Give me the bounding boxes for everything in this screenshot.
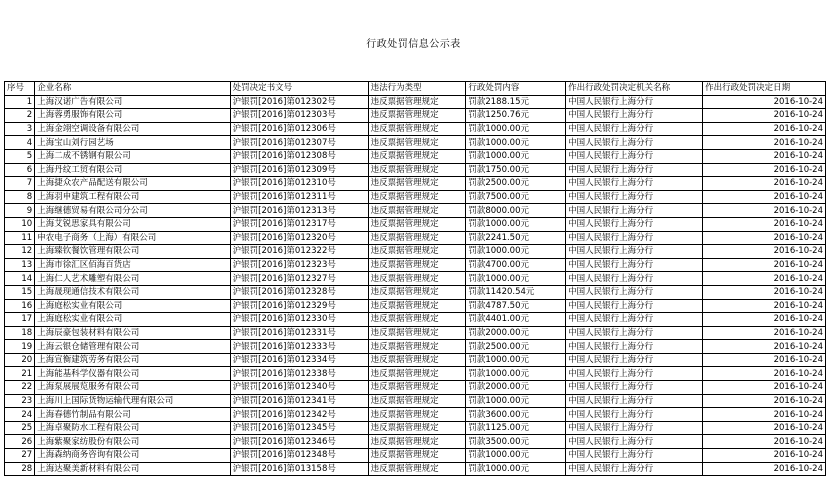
cell-violation-type: 违反票据管理规定 bbox=[368, 231, 466, 245]
cell-penalty: 罚款8000.00元 bbox=[466, 204, 566, 218]
cell-date: 2016-10-24 bbox=[703, 163, 826, 177]
cell-penalty: 罚款4787.50元 bbox=[466, 299, 566, 313]
cell-violation-type: 违反票据管理规定 bbox=[368, 204, 466, 218]
cell-doc-number: 沪银罚[2016]第012310号 bbox=[230, 177, 368, 191]
cell-violation-type: 违反票据管理规定 bbox=[368, 353, 466, 367]
cell-penalty: 罚款1000.00元 bbox=[466, 217, 566, 231]
cell-penalty: 罚款2188.15元 bbox=[466, 95, 566, 109]
cell-company: 上海春德竹制品有限公司 bbox=[35, 408, 230, 422]
cell-violation-type: 违反票据管理规定 bbox=[368, 136, 466, 150]
table-row bbox=[5, 217, 826, 231]
cell-doc-number: 沪银罚[2016]第012306号 bbox=[230, 122, 368, 136]
cell-authority: 中国人民银行上海分行 bbox=[566, 408, 703, 422]
cell-no: 5 bbox=[5, 149, 35, 163]
cell-company: 上海臻钦餐饮管理有限公司 bbox=[35, 245, 230, 259]
table-row bbox=[5, 435, 826, 449]
cell-violation-type: 违反票据管理规定 bbox=[368, 177, 466, 191]
cell-authority: 中国人民银行上海分行 bbox=[566, 109, 703, 123]
cell-violation-type: 违反票据管理规定 bbox=[368, 326, 466, 340]
cell-date: 2016-10-24 bbox=[703, 449, 826, 463]
column-header-company: 企业名称 bbox=[35, 82, 230, 96]
cell-date: 2016-10-24 bbox=[703, 353, 826, 367]
cell-company: 上海泵展展览服务有限公司 bbox=[35, 381, 230, 395]
cell-authority: 中国人民银行上海分行 bbox=[566, 353, 703, 367]
cell-company: 上海艾锐思家具有限公司 bbox=[35, 217, 230, 231]
cell-violation-type: 违反票据管理规定 bbox=[368, 381, 466, 395]
cell-company: 上海二成不锈钢有限公司 bbox=[35, 149, 230, 163]
cell-company: 上海辰豪包装材料有限公司 bbox=[35, 326, 230, 340]
cell-date: 2016-10-24 bbox=[703, 326, 826, 340]
table-row bbox=[5, 190, 826, 204]
cell-penalty: 罚款1250.76元 bbox=[466, 109, 566, 123]
table-row bbox=[5, 394, 826, 408]
cell-no: 8 bbox=[5, 190, 35, 204]
cell-authority: 中国人民银行上海分行 bbox=[566, 190, 703, 204]
cell-penalty: 罚款1000.00元 bbox=[466, 122, 566, 136]
cell-no: 7 bbox=[5, 177, 35, 191]
cell-authority: 中国人民银行上海分行 bbox=[566, 231, 703, 245]
cell-no: 27 bbox=[5, 449, 35, 463]
cell-violation-type: 违反票据管理规定 bbox=[368, 190, 466, 204]
cell-doc-number: 沪银罚[2016]第012328号 bbox=[230, 285, 368, 299]
table-row bbox=[5, 462, 826, 476]
cell-no: 9 bbox=[5, 204, 35, 218]
cell-doc-number: 沪银罚[2016]第012322号 bbox=[230, 245, 368, 259]
column-header-authority: 作出行政处罚决定机关名称 bbox=[566, 82, 703, 96]
cell-no: 2 bbox=[5, 109, 35, 123]
cell-date: 2016-10-24 bbox=[703, 109, 826, 123]
cell-doc-number: 沪银罚[2016]第012311号 bbox=[230, 190, 368, 204]
cell-doc-number: 沪银罚[2016]第012346号 bbox=[230, 435, 368, 449]
cell-authority: 中国人民银行上海分行 bbox=[566, 326, 703, 340]
cell-date: 2016-10-24 bbox=[703, 272, 826, 286]
cell-violation-type: 违反票据管理规定 bbox=[368, 258, 466, 272]
cell-doc-number: 沪银罚[2016]第012334号 bbox=[230, 353, 368, 367]
table-row bbox=[5, 109, 826, 123]
column-header-doc-number: 处罚决定书文号 bbox=[230, 82, 368, 96]
cell-date: 2016-10-24 bbox=[703, 217, 826, 231]
table-row bbox=[5, 122, 826, 136]
cell-date: 2016-10-24 bbox=[703, 381, 826, 395]
table-row bbox=[5, 285, 826, 299]
table-row bbox=[5, 299, 826, 313]
table-row bbox=[5, 258, 826, 272]
cell-no: 20 bbox=[5, 353, 35, 367]
cell-violation-type: 违反票据管理规定 bbox=[368, 462, 466, 476]
cell-no: 26 bbox=[5, 435, 35, 449]
cell-authority: 中国人民银行上海分行 bbox=[566, 217, 703, 231]
cell-authority: 中国人民银行上海分行 bbox=[566, 245, 703, 259]
cell-doc-number: 沪银罚[2016]第012345号 bbox=[230, 421, 368, 435]
cell-penalty: 罚款7500.00元 bbox=[466, 190, 566, 204]
cell-violation-type: 违反票据管理规定 bbox=[368, 109, 466, 123]
cell-violation-type: 违反票据管理规定 bbox=[368, 122, 466, 136]
cell-violation-type: 违反票据管理规定 bbox=[368, 394, 466, 408]
cell-date: 2016-10-24 bbox=[703, 313, 826, 327]
cell-penalty: 罚款11420.54元 bbox=[466, 285, 566, 299]
cell-date: 2016-10-24 bbox=[703, 177, 826, 191]
cell-company: 上海宣衡建筑劳务有限公司 bbox=[35, 353, 230, 367]
cell-date: 2016-10-24 bbox=[703, 204, 826, 218]
cell-no: 19 bbox=[5, 340, 35, 354]
cell-penalty: 罚款4401.00元 bbox=[466, 313, 566, 327]
table-row bbox=[5, 313, 826, 327]
cell-violation-type: 违反票据管理规定 bbox=[368, 435, 466, 449]
table-row bbox=[5, 408, 826, 422]
cell-penalty: 罚款3500.00元 bbox=[466, 435, 566, 449]
cell-penalty: 罚款2000.00元 bbox=[466, 381, 566, 395]
cell-penalty: 罚款2500.00元 bbox=[466, 340, 566, 354]
cell-authority: 中国人民银行上海分行 bbox=[566, 177, 703, 191]
cell-penalty: 罚款1000.00元 bbox=[466, 394, 566, 408]
cell-doc-number: 沪银罚[2016]第012302号 bbox=[230, 95, 368, 109]
cell-violation-type: 违反票据管理规定 bbox=[368, 421, 466, 435]
cell-company: 上海能基科学仪器有限公司 bbox=[35, 367, 230, 381]
cell-authority: 中国人民银行上海分行 bbox=[566, 421, 703, 435]
cell-doc-number: 沪银罚[2016]第012338号 bbox=[230, 367, 368, 381]
cell-doc-number: 沪银罚[2016]第012327号 bbox=[230, 272, 368, 286]
cell-penalty: 罚款1000.00元 bbox=[466, 136, 566, 150]
cell-violation-type: 违反票据管理规定 bbox=[368, 272, 466, 286]
cell-no: 24 bbox=[5, 408, 35, 422]
cell-authority: 中国人民银行上海分行 bbox=[566, 367, 703, 381]
table-row bbox=[5, 381, 826, 395]
cell-penalty: 罚款1000.00元 bbox=[466, 149, 566, 163]
cell-doc-number: 沪银罚[2016]第012329号 bbox=[230, 299, 368, 313]
cell-no: 16 bbox=[5, 299, 35, 313]
cell-authority: 中国人民银行上海分行 bbox=[566, 435, 703, 449]
cell-company: 上海丹纹工贸有限公司 bbox=[35, 163, 230, 177]
table-row bbox=[5, 272, 826, 286]
cell-doc-number: 沪银罚[2016]第012308号 bbox=[230, 149, 368, 163]
cell-no: 3 bbox=[5, 122, 35, 136]
cell-no: 17 bbox=[5, 313, 35, 327]
penalty-table bbox=[4, 81, 826, 476]
cell-doc-number: 沪银罚[2016]第012331号 bbox=[230, 326, 368, 340]
cell-doc-number: 沪银罚[2016]第012341号 bbox=[230, 394, 368, 408]
cell-company: 上海宝山刘行园艺场 bbox=[35, 136, 230, 150]
cell-authority: 中国人民银行上海分行 bbox=[566, 149, 703, 163]
cell-authority: 中国人民银行上海分行 bbox=[566, 136, 703, 150]
cell-no: 14 bbox=[5, 272, 35, 286]
table-row bbox=[5, 245, 826, 259]
table-row bbox=[5, 326, 826, 340]
cell-date: 2016-10-24 bbox=[703, 285, 826, 299]
cell-date: 2016-10-24 bbox=[703, 435, 826, 449]
cell-no: 25 bbox=[5, 421, 35, 435]
cell-authority: 中国人民银行上海分行 bbox=[566, 462, 703, 476]
cell-authority: 中国人民银行上海分行 bbox=[566, 381, 703, 395]
cell-authority: 中国人民银行上海分行 bbox=[566, 340, 703, 354]
cell-no: 22 bbox=[5, 381, 35, 395]
cell-violation-type: 违反票据管理规定 bbox=[368, 163, 466, 177]
cell-company: 上海达聚美新材料有限公司 bbox=[35, 462, 230, 476]
cell-doc-number: 沪银罚[2016]第012323号 bbox=[230, 258, 368, 272]
cell-company: 上海蓉勇服饰有限公司 bbox=[35, 109, 230, 123]
cell-date: 2016-10-24 bbox=[703, 462, 826, 476]
cell-company: 上海庭松实业有限公司 bbox=[35, 313, 230, 327]
cell-no: 15 bbox=[5, 285, 35, 299]
cell-violation-type: 违反票据管理规定 bbox=[368, 340, 466, 354]
table-row bbox=[5, 149, 826, 163]
cell-penalty: 罚款1000.00元 bbox=[466, 353, 566, 367]
cell-penalty: 罚款1000.00元 bbox=[466, 245, 566, 259]
cell-company: 上海庭松实业有限公司 bbox=[35, 299, 230, 313]
cell-authority: 中国人民银行上海分行 bbox=[566, 204, 703, 218]
cell-no: 23 bbox=[5, 394, 35, 408]
cell-company: 上海森纳商务咨询有限公司 bbox=[35, 449, 230, 463]
cell-doc-number: 沪银罚[2016]第012303号 bbox=[230, 109, 368, 123]
cell-company: 上海卓聚防水工程有限公司 bbox=[35, 421, 230, 435]
cell-doc-number: 沪银罚[2016]第012333号 bbox=[230, 340, 368, 354]
cell-authority: 中国人民银行上海分行 bbox=[566, 449, 703, 463]
cell-doc-number: 沪银罚[2016]第012330号 bbox=[230, 313, 368, 327]
cell-date: 2016-10-24 bbox=[703, 421, 826, 435]
cell-doc-number: 沪银罚[2016]第012340号 bbox=[230, 381, 368, 395]
cell-date: 2016-10-24 bbox=[703, 190, 826, 204]
cell-company: 上海晟现通信技术有限公司 bbox=[35, 285, 230, 299]
cell-date: 2016-10-24 bbox=[703, 258, 826, 272]
cell-no: 6 bbox=[5, 163, 35, 177]
cell-authority: 中国人民银行上海分行 bbox=[566, 163, 703, 177]
table-row bbox=[5, 163, 826, 177]
cell-doc-number: 沪银罚[2016]第012348号 bbox=[230, 449, 368, 463]
table-row bbox=[5, 95, 826, 109]
table-row bbox=[5, 367, 826, 381]
cell-date: 2016-10-24 bbox=[703, 299, 826, 313]
column-header-no: 序号 bbox=[5, 82, 35, 96]
cell-no: 12 bbox=[5, 245, 35, 259]
cell-company: 上海川上国际货物运输代理有限公司 bbox=[35, 394, 230, 408]
cell-violation-type: 违反票据管理规定 bbox=[368, 299, 466, 313]
cell-authority: 中国人民银行上海分行 bbox=[566, 313, 703, 327]
cell-company: 上海捷众农产品配送有限公司 bbox=[35, 177, 230, 191]
table-row bbox=[5, 177, 826, 191]
cell-no: 28 bbox=[5, 462, 35, 476]
cell-violation-type: 违反票据管理规定 bbox=[368, 149, 466, 163]
cell-date: 2016-10-24 bbox=[703, 149, 826, 163]
cell-company: 上海紫聚家纺股份有限公司 bbox=[35, 435, 230, 449]
cell-authority: 中国人民银行上海分行 bbox=[566, 95, 703, 109]
table-row bbox=[5, 204, 826, 218]
table-row bbox=[5, 231, 826, 245]
cell-no: 18 bbox=[5, 326, 35, 340]
column-header-date: 作出行政处罚决定日期 bbox=[703, 82, 826, 96]
table-row bbox=[5, 449, 826, 463]
cell-authority: 中国人民银行上海分行 bbox=[566, 258, 703, 272]
cell-penalty: 罚款1125.00元 bbox=[466, 421, 566, 435]
cell-violation-type: 违反票据管理规定 bbox=[368, 367, 466, 381]
cell-company: 上海羽申建筑工程有限公司 bbox=[35, 190, 230, 204]
cell-date: 2016-10-24 bbox=[703, 245, 826, 259]
cell-company: 上海金翊空调设备有限公司 bbox=[35, 122, 230, 136]
cell-authority: 中国人民银行上海分行 bbox=[566, 122, 703, 136]
cell-penalty: 罚款2000.00元 bbox=[466, 326, 566, 340]
cell-date: 2016-10-24 bbox=[703, 394, 826, 408]
cell-authority: 中国人民银行上海分行 bbox=[566, 299, 703, 313]
cell-violation-type: 违反票据管理规定 bbox=[368, 95, 466, 109]
cell-no: 10 bbox=[5, 217, 35, 231]
cell-date: 2016-10-24 bbox=[703, 408, 826, 422]
column-header-violation-type: 违法行为类型 bbox=[368, 82, 466, 96]
cell-company: 上海继德贸易有限公司分公司 bbox=[35, 204, 230, 218]
cell-date: 2016-10-24 bbox=[703, 136, 826, 150]
cell-penalty: 罚款1000.00元 bbox=[466, 367, 566, 381]
cell-violation-type: 违反票据管理规定 bbox=[368, 408, 466, 422]
cell-authority: 中国人民银行上海分行 bbox=[566, 285, 703, 299]
cell-penalty: 罚款1000.00元 bbox=[466, 272, 566, 286]
cell-penalty: 罚款1000.00元 bbox=[466, 449, 566, 463]
page-title: 行政处罚信息公示表 bbox=[366, 39, 461, 50]
cell-company: 申农电子商务（上海）有限公司 bbox=[35, 231, 230, 245]
cell-no: 11 bbox=[5, 231, 35, 245]
cell-violation-type: 违反票据管理规定 bbox=[368, 285, 466, 299]
cell-doc-number: 沪银罚[2016]第013158号 bbox=[230, 462, 368, 476]
table-header-row bbox=[5, 82, 826, 96]
cell-company: 上海市徐汇区佰海百货店 bbox=[35, 258, 230, 272]
cell-doc-number: 沪银罚[2016]第012342号 bbox=[230, 408, 368, 422]
cell-violation-type: 违反票据管理规定 bbox=[368, 449, 466, 463]
cell-company: 上海汉诺广告有限公司 bbox=[35, 95, 230, 109]
cell-violation-type: 违反票据管理规定 bbox=[368, 217, 466, 231]
cell-doc-number: 沪银罚[2016]第012309号 bbox=[230, 163, 368, 177]
cell-penalty: 罚款4700.00元 bbox=[466, 258, 566, 272]
cell-no: 1 bbox=[5, 95, 35, 109]
cell-penalty: 罚款2500.00元 bbox=[466, 177, 566, 191]
cell-date: 2016-10-24 bbox=[703, 122, 826, 136]
cell-doc-number: 沪银罚[2016]第012317号 bbox=[230, 217, 368, 231]
table-row bbox=[5, 136, 826, 150]
table-row bbox=[5, 340, 826, 354]
cell-violation-type: 违反票据管理规定 bbox=[368, 313, 466, 327]
cell-no: 21 bbox=[5, 367, 35, 381]
cell-penalty: 罚款1000.00元 bbox=[466, 462, 566, 476]
cell-date: 2016-10-24 bbox=[703, 95, 826, 109]
cell-violation-type: 违反票据管理规定 bbox=[368, 245, 466, 259]
cell-penalty: 罚款1750.00元 bbox=[466, 163, 566, 177]
cell-authority: 中国人民银行上海分行 bbox=[566, 272, 703, 286]
cell-date: 2016-10-24 bbox=[703, 231, 826, 245]
cell-no: 4 bbox=[5, 136, 35, 150]
cell-authority: 中国人民银行上海分行 bbox=[566, 394, 703, 408]
cell-doc-number: 沪银罚[2016]第012320号 bbox=[230, 231, 368, 245]
cell-company: 上海仁人艺术雕塑有限公司 bbox=[35, 272, 230, 286]
cell-company: 上海云银仓储管理有限公司 bbox=[35, 340, 230, 354]
cell-doc-number: 沪银罚[2016]第012307号 bbox=[230, 136, 368, 150]
table-row bbox=[5, 421, 826, 435]
table-row bbox=[5, 353, 826, 367]
cell-doc-number: 沪银罚[2016]第012313号 bbox=[230, 204, 368, 218]
column-header-penalty: 行政处罚内容 bbox=[466, 82, 566, 96]
cell-date: 2016-10-24 bbox=[703, 367, 826, 381]
cell-no: 13 bbox=[5, 258, 35, 272]
cell-penalty: 罚款3600.00元 bbox=[466, 408, 566, 422]
cell-penalty: 罚款2241.50元 bbox=[466, 231, 566, 245]
cell-date: 2016-10-24 bbox=[703, 340, 826, 354]
